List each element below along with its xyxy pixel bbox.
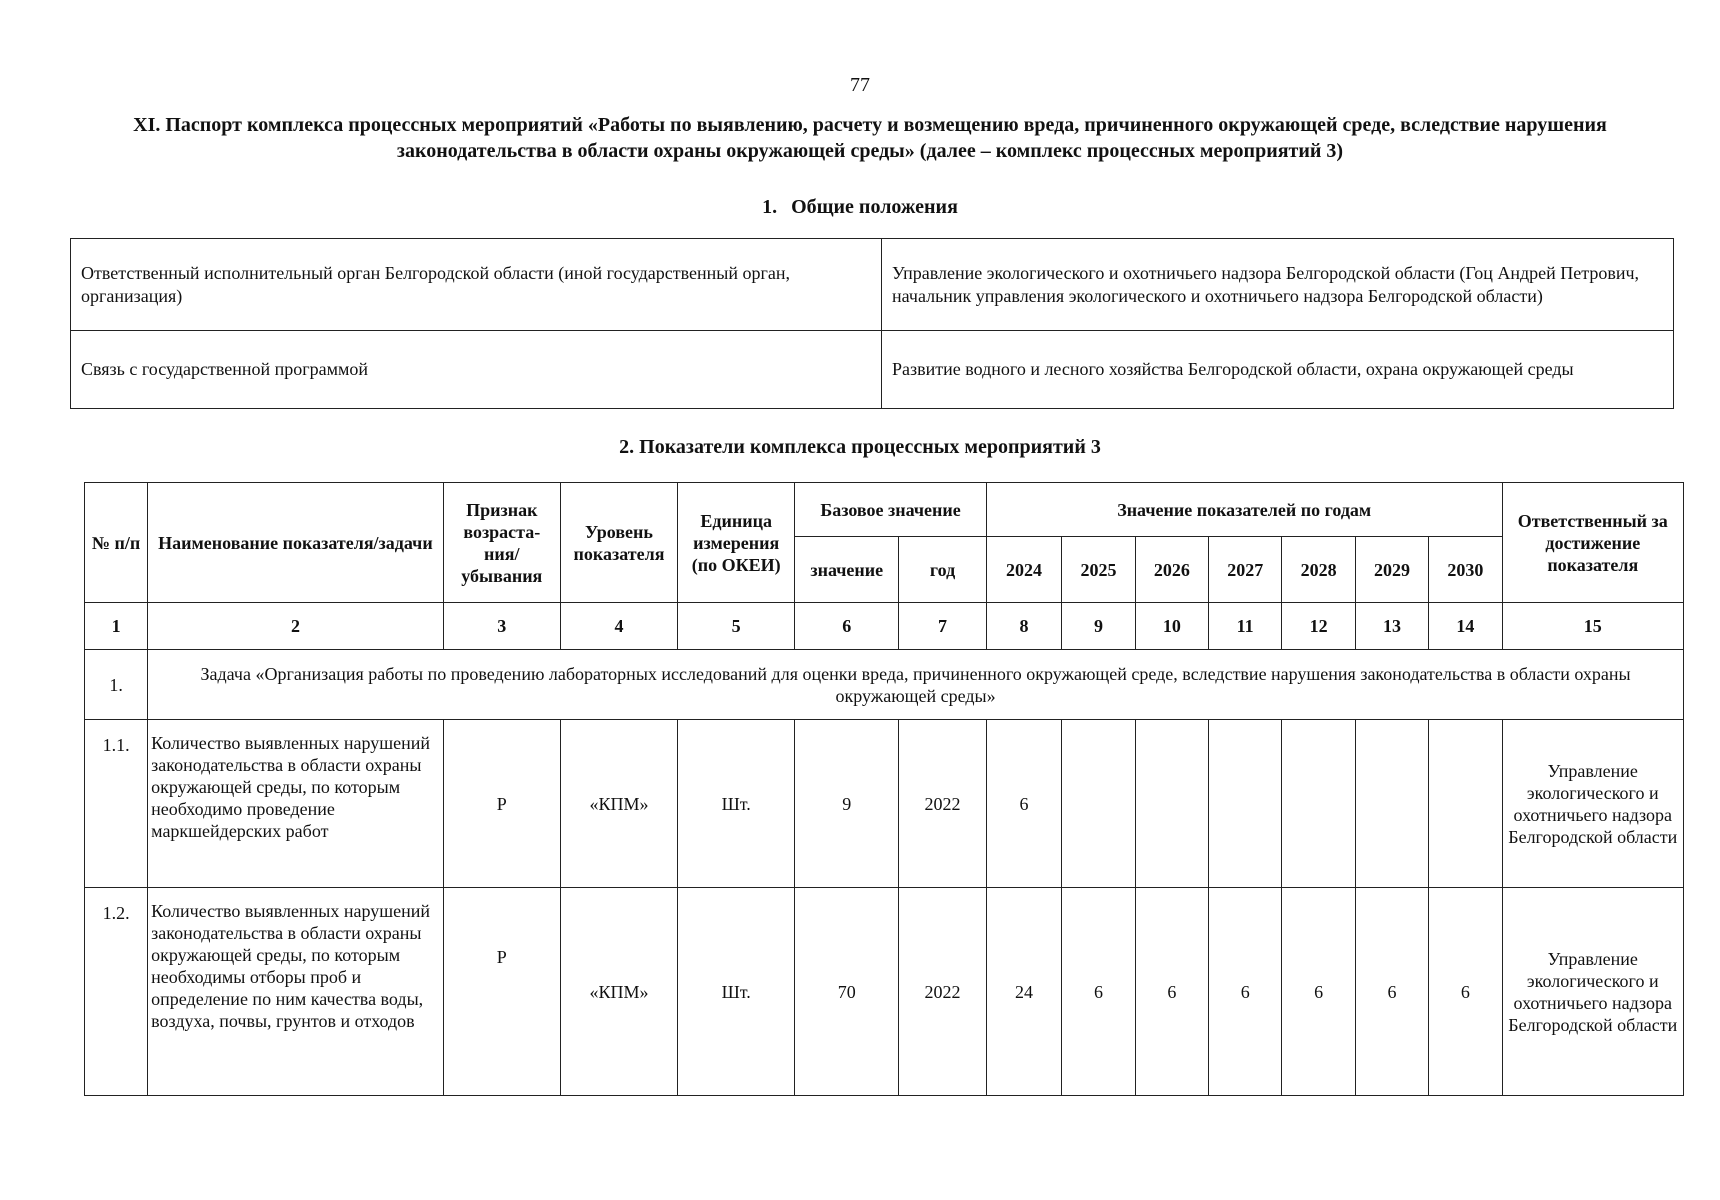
year-value-cell xyxy=(1429,720,1502,888)
column-number: 12 xyxy=(1282,603,1355,650)
year-value-cell: 6 xyxy=(1062,888,1135,1096)
unit-cell: Шт. xyxy=(678,888,795,1096)
header-responsible: Ответственный за достижение показателя xyxy=(1502,483,1683,603)
year-value-cell: 6 xyxy=(1209,888,1282,1096)
column-number: 9 xyxy=(1062,603,1135,650)
responsible-cell: Управление экологического и охотничьего надзора Белгородской области xyxy=(1502,720,1683,888)
trend-cell: Р xyxy=(443,720,560,888)
table-row xyxy=(85,888,1684,1096)
header-year: 2025 xyxy=(1062,537,1135,603)
year-value-cell: 6 xyxy=(1355,888,1428,1096)
section-1-title: Общие положения xyxy=(791,196,958,218)
base-value-cell: 9 xyxy=(795,720,899,888)
year-value-cell: 6 xyxy=(1135,888,1208,1096)
header-base: Базовое значение xyxy=(795,483,987,537)
task-row xyxy=(85,650,1684,720)
general-value: Развитие водного и лесного хозяйства Белгородской области, охрана окружающей среды xyxy=(882,331,1674,409)
header-year: 2030 xyxy=(1429,537,1502,603)
indicators-table xyxy=(84,482,1684,1096)
header-years-group: Значение показателей по годам xyxy=(986,483,1502,537)
header-year: 2029 xyxy=(1355,537,1428,603)
column-number: 13 xyxy=(1355,603,1428,650)
header-year: 2026 xyxy=(1135,537,1208,603)
header-base-year: год xyxy=(899,537,987,603)
header-year: 2024 xyxy=(986,537,1061,603)
column-number: 2 xyxy=(148,603,444,650)
trend-cell: Р xyxy=(443,888,560,1096)
row-number: 1.2. xyxy=(85,888,148,1096)
column-number: 7 xyxy=(899,603,987,650)
document-title: XI. Паспорт комплекса процессных мероприятий «Работы по выявлению, расчету и возмещению вреда, причиненного окружающей среде, вследствие нарушения законодательства в области охраны окружающей среды» (далее – комплекс процессных мероприятий 3) xyxy=(133,114,1607,162)
general-value: Управление экологического и охотничьего надзора Белгородской области (Гоц Андрей Петрович, начальник управления экологического и охотничьего надзора Белгородской области) xyxy=(882,239,1674,331)
row-number: 1.1. xyxy=(85,720,148,888)
header-unit: Единица измерения (по ОКЕИ) xyxy=(678,483,795,603)
header-level: Уровень показателя xyxy=(560,483,677,603)
header-year: 2028 xyxy=(1282,537,1355,603)
base-year-cell: 2022 xyxy=(899,888,987,1096)
table-row xyxy=(71,239,1674,331)
year-value-cell xyxy=(1135,720,1208,888)
year-value-cell: 6 xyxy=(1282,888,1355,1096)
general-label: Ответственный исполнительный орган Белгородской области (иной государственный орган, организация) xyxy=(71,239,882,331)
header-base-value: значение xyxy=(795,537,899,603)
unit-cell: Шт. xyxy=(678,720,795,888)
year-value-cell: 6 xyxy=(1429,888,1502,1096)
task-text: Задача «Организация работы по проведению лабораторных исследований для оценки вреда, причиненного окружающей среде, вследствие нарушения законодательства в области охраны окружающей среды» xyxy=(148,650,1684,720)
indicator-name: Количество выявленных нарушений законодательства в области охраны окружающей среды, по которым необходимо проведение маркшейдерских работ xyxy=(148,720,444,888)
base-year-cell: 2022 xyxy=(899,720,987,888)
year-value-cell: 6 xyxy=(986,720,1061,888)
general-info-table xyxy=(70,238,1674,409)
column-number: 8 xyxy=(986,603,1061,650)
column-numbers-row xyxy=(85,603,1684,650)
base-value-cell: 70 xyxy=(795,888,899,1096)
year-value-cell xyxy=(1355,720,1428,888)
column-number: 1 xyxy=(85,603,148,650)
header-name: Наименование показателя/задачи xyxy=(148,483,444,603)
column-number: 11 xyxy=(1209,603,1282,650)
header-num: № п/п xyxy=(85,483,148,603)
general-label: Связь с государственной программой xyxy=(71,331,882,409)
column-number: 15 xyxy=(1502,603,1683,650)
section-1-number: 1. xyxy=(762,196,778,218)
header-year: 2027 xyxy=(1209,537,1282,603)
indicator-name: Количество выявленных нарушений законодательства в области охраны окружающей среды, по которым необходимы отборы проб и определение по ним качества воды, воздуха, почвы, грунтов и отходов xyxy=(148,888,444,1096)
column-number: 14 xyxy=(1429,603,1502,650)
level-cell: «КПМ» xyxy=(560,888,677,1096)
page-number: 77 xyxy=(850,74,870,96)
column-number: 10 xyxy=(1135,603,1208,650)
section-2-heading: 2. Показатели комплекса процессных мероприятий 3 xyxy=(619,436,1101,458)
column-number: 3 xyxy=(443,603,560,650)
task-number: 1. xyxy=(85,650,148,720)
year-value-cell: 24 xyxy=(986,888,1061,1096)
level-cell: «КПМ» xyxy=(560,720,677,888)
header-trend: Признак возраста-ния/ убывания xyxy=(443,483,560,603)
table-row xyxy=(71,331,1674,409)
year-value-cell xyxy=(1282,720,1355,888)
column-number: 6 xyxy=(795,603,899,650)
section-1-heading xyxy=(0,196,1720,219)
header-row xyxy=(85,483,1684,537)
column-number: 4 xyxy=(560,603,677,650)
year-value-cell xyxy=(1062,720,1135,888)
year-value-cell xyxy=(1209,720,1282,888)
table-row xyxy=(85,720,1684,888)
responsible-cell: Управление экологического и охотничьего надзора Белгородской области xyxy=(1502,888,1683,1096)
column-number: 5 xyxy=(678,603,795,650)
